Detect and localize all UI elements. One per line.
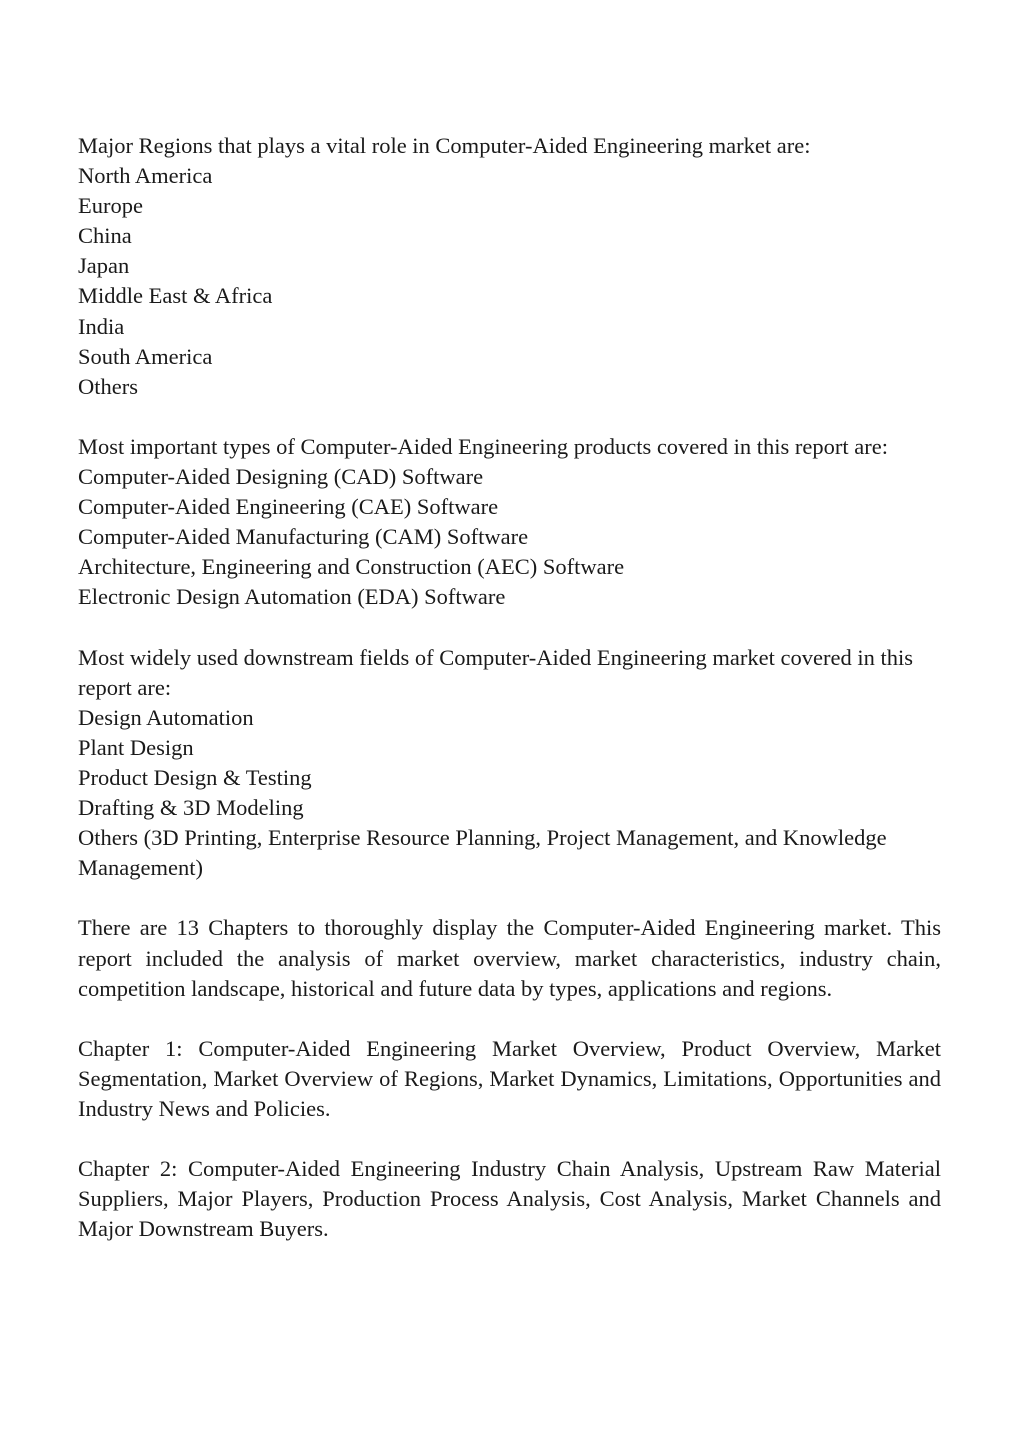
field-item: Design Automation: [78, 704, 254, 730]
type-item: Computer-Aided Designing (CAD) Software: [78, 464, 484, 490]
type-item: Architecture, Engineering and Construction (AEC) Software: [78, 554, 625, 580]
regions-section: [78, 131, 941, 402]
chapters-intro-paragraph: There are 13 Chapters to thoroughly display the Computer-Aided Engineering market. This report included the analysis of market overview, market characteristics, industry chain, competition landscape, historical and future data by types, applications and regions.: [78, 915, 941, 1001]
region-item: South America: [78, 343, 213, 369]
region-item: Europe: [78, 193, 143, 219]
chapter-2-paragraph: Chapter 2: Computer-Aided Engineering Industry Chain Analysis, Upstream Raw Material Suppliers, Major Players, Production Process Analysis, Cost Analysis, Market Channels and Major Downstream Buyers.: [78, 1156, 941, 1242]
field-item: Drafting & 3D Modeling: [78, 795, 304, 821]
type-item: Computer-Aided Engineering (CAE) Software: [78, 494, 499, 520]
types-heading: Most important types of Computer-Aided Engineering products covered in this report are:: [78, 433, 888, 459]
region-item: Middle East & Africa: [78, 283, 273, 309]
region-item: Others: [78, 373, 138, 399]
field-item: Product Design & Testing: [78, 764, 312, 790]
type-item: Computer-Aided Manufacturing (CAM) Software: [78, 524, 529, 550]
fields-section: [78, 643, 941, 884]
field-item: Others (3D Printing, Enterprise Resource Planning, Project Management, and Knowledge Management): [78, 825, 887, 881]
document-page: [78, 131, 941, 1275]
region-item: India: [78, 313, 125, 339]
region-item: Japan: [78, 253, 130, 279]
type-item: Electronic Design Automation (EDA) Software: [78, 584, 506, 610]
field-item: Plant Design: [78, 734, 194, 760]
types-section: [78, 432, 941, 613]
chapter-1-paragraph: Chapter 1: Computer-Aided Engineering Market Overview, Product Overview, Market Segmentation, Market Overview of Regions, Market Dynamics, Limitations, Opportunities and Industry News and Policies.: [78, 1035, 941, 1121]
regions-heading: Major Regions that plays a vital role in Computer-Aided Engineering market are:: [78, 133, 811, 158]
region-item: China: [78, 223, 132, 249]
region-item: North America: [78, 163, 213, 189]
chapter-1-section: [78, 1034, 941, 1124]
chapters-intro-section: [78, 913, 941, 1003]
chapter-2-section: [78, 1154, 941, 1244]
fields-heading: Most widely used downstream fields of Computer-Aided Engineering market covered in this report are:: [78, 644, 913, 700]
